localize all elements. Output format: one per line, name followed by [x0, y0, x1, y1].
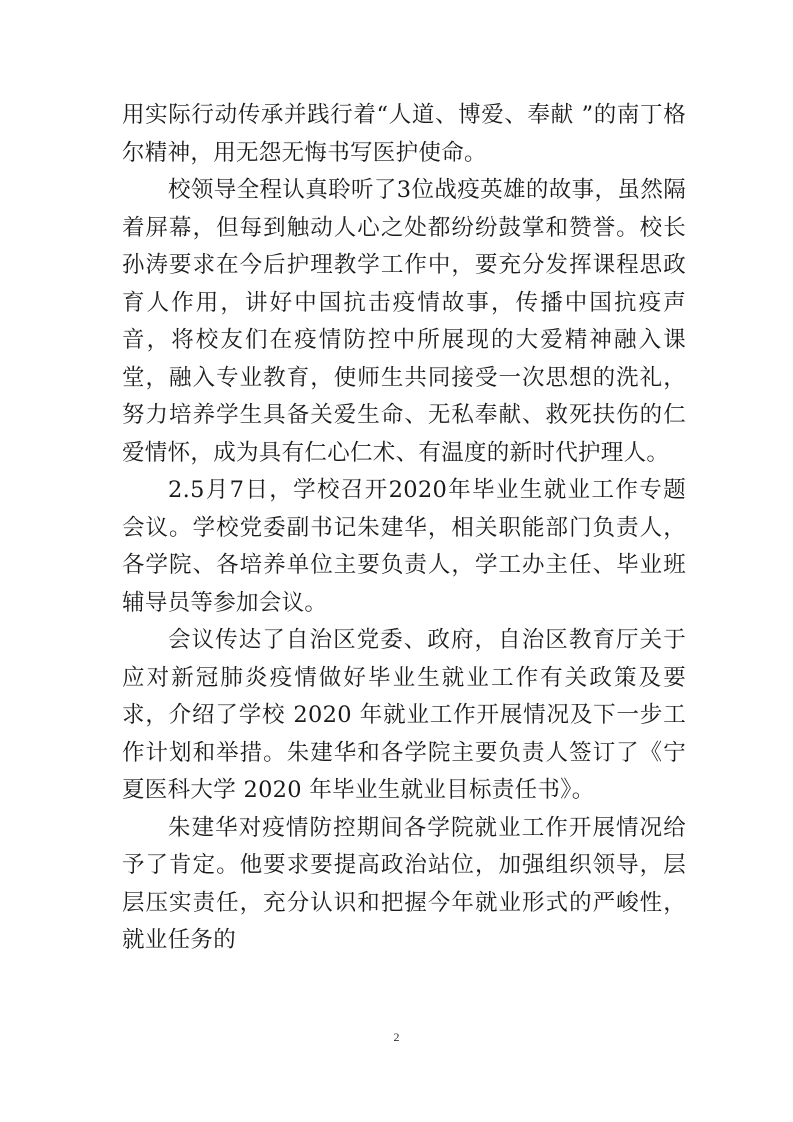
- page-number: 2: [393, 1030, 400, 1044]
- document-body: [122, 97, 686, 960]
- paragraph-employment-meeting: 2.5月7日，学校召开2020年毕业生就业工作专题会议。学校党委副书记朱建华，相关职能部门负责人，各学院、各培养单位主要负责人，学工办主任、毕业班辅导员等参加会议。: [122, 477, 686, 616]
- paragraph-continuation: 用实际行动传承并践行着“人道、博爱、奉献 ”的南丁格尔精神，用无怨无悔书写医护使命。: [122, 102, 686, 166]
- paragraph-requirements: 朱建华对疫情防控期间各学院就业工作开展情况给予了肯定。他要求要提高政治站位，加强组织领导，层层压实责任，充分认识和把握今年就业形式的严峻性，就业任务的: [122, 814, 686, 953]
- paragraph-school-leaders: 校领导全程认真聆听了3位战疫英雄的故事，虽然隔着屏幕，但每到触动人心之处都纷纷鼓掌和赞誉。校长孙涛要求在今后护理教学工作中，要充分发挥课程思政育人作用，讲好中国抗击疫情故事，传播中国抗疫声音，将校友们在疫情防控中所展现的大爱精神融入课堂，融入专业教育，使师生共同接受一次思想的洗礼，努力培养学生具备关爱生命、无私奉献、救死扶伤的仁爱情怀，成为具有仁心仁术、有温度的新时代护理人。: [122, 177, 686, 466]
- paragraph-meeting-content: 会议传达了自治区党委、政府，自治区教育厅关于应对新冠肺炎疫情做好毕业生就业工作有关政策及要求，介绍了学校 2020 年就业工作开展情况及下一步工作计划和举措。朱建华和各学院主要负责人签订了《宁夏医科大学 2020 年毕业生就业目标责任书》。: [122, 627, 686, 803]
